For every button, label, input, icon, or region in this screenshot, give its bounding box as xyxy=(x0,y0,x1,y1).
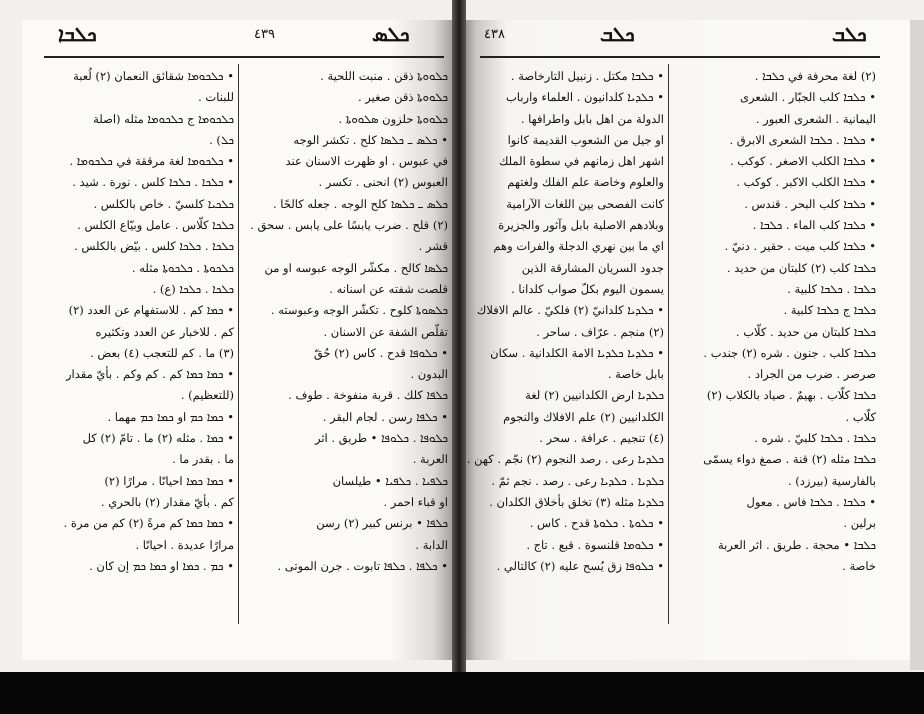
entry-line: (٢) منجم . عرّاف . ساحر . xyxy=(536,324,664,339)
entry-line: الدولة من اهل بابل واطرافها . xyxy=(520,111,664,126)
entry-line: ܟܠܘܘܬܐ حلزون ܣܠܘܘܬܐ . xyxy=(338,111,448,126)
entry-line: بالفارسية (بيرزد) . xyxy=(788,473,876,488)
left-page-number: ٤٣٩ xyxy=(254,27,275,42)
entry-line: ܟܠܒܐ ج ܟܠܒܐ كلبية . xyxy=(783,303,876,318)
entry-line: • ܟܠܒܐ مكتل . زنبيل التارخاصة . xyxy=(510,69,664,83)
entry-line: • ܟܠܦܐ رسن . لجام البقر . xyxy=(322,409,448,424)
entry-line: ܟܠܘܘܬܐ ذقن . منبت اللحية . xyxy=(320,69,448,83)
entry-line: ܟܠܒܐ . ܟܠܒܐ كلبيّ . شره . xyxy=(754,431,876,446)
scan-bottom-border xyxy=(0,672,924,714)
entry-line: ܟܠܦܐ • برنس كبير (٢) رسن xyxy=(316,516,448,531)
entry-line: ܟܠܕܝܐ . ܟܠܕܝܐ رعى . رصد . نجم ثمّ . xyxy=(491,473,664,488)
entry-line: العربة . xyxy=(412,452,448,467)
entry-line: ܟܠܒܐ كلب . جنون . شره (٢) جندب . xyxy=(703,345,876,360)
entry-line: • ܟܡܐ ܟܡܐ كم . كم وكم . بأيّ مقدار xyxy=(65,367,234,382)
entry-line: ܟܠܣܘܬܐ كلوح . تكشّر الوجه وعبوسته . xyxy=(270,303,448,318)
entry-line: • ܟܠܘܡܐ قلنسوة . قبع . تاج . xyxy=(526,537,664,552)
entry-line: ܟܠܘܦܐ . ܟܠܘܦܐ • طريق . اثر xyxy=(315,431,448,446)
left-page-running-head-outer: ܟܠܒܐ xyxy=(58,22,97,46)
entry-line: • ܟܡܐ ܟܡܐ احيانًا . مرارًا (٢) xyxy=(104,473,234,488)
entry-line: ܟܠܕܝܐ ارض الكلدانيين (٢) لغة xyxy=(525,388,664,403)
entry-line: ܟܠܟܘܡܐ ج ܟܠܟܘܡܐ مثله (اصلة xyxy=(93,111,234,126)
entry-line: • ܟܠܟܐ . ܟܠܟܐ كلس . نورة . شيد . xyxy=(72,175,234,190)
entry-line: اليمانية . الشعرى العبور . xyxy=(755,111,876,126)
entry-line: (للتعظيم) . xyxy=(180,388,234,403)
entry-line: كم . للاخبار عن العدد وتكثيره xyxy=(95,324,234,339)
entry-line: ܟܠܘܘܬܐ ذقن صغير . xyxy=(357,90,448,105)
entry-line: او جيل من الشعوب القديمة كانوا xyxy=(507,132,664,147)
entry-line: • ܟܡܐ ܟܡ او ܟܡܐ ܟܡ مهما . xyxy=(107,409,234,424)
book-gutter xyxy=(452,0,466,680)
entry-line: الكلدانيين (٢) علم الافلاك والنجوم xyxy=(503,409,664,424)
entry-line: العبوس (٢) انحنى . تكسر . xyxy=(318,175,448,190)
entry-line: ܟܠܟܐ . ܟܠܟܐ كلس . بيّض بالكلس . xyxy=(74,239,234,254)
entry-line: (٢) قلح . ضرب يابسًا على يابس . سحق . xyxy=(250,218,448,233)
entry-line: • ܟܠܘܦܐ زق يُسح عليه (٢) كالتالي . xyxy=(496,558,664,573)
right-page-left-column xyxy=(466,66,664,577)
entry-line: الدابة . xyxy=(415,537,448,552)
right-page-column-divider xyxy=(668,64,669,624)
entry-line: البدون . xyxy=(410,367,448,382)
entry-line: قلصت شفته عن اسنانه . xyxy=(329,281,448,296)
entry-line: • ܟܠܕܝܐ كلدانيون . العلماء وارباب xyxy=(505,90,664,105)
entry-line: بابل خاصة . xyxy=(607,367,664,382)
entry-line: مرارًا عديدة . احيانًا . xyxy=(135,537,234,552)
entry-line: ܟܠ) . xyxy=(209,132,234,147)
entry-line: في عبوس . او ظهرت الاسنان عند xyxy=(285,154,448,169)
entry-line: خاصة . xyxy=(842,558,876,573)
entry-line: يسمون اليوم بكلّ صواب كلدانا . xyxy=(511,281,664,296)
entry-line: • ܟܠܕܝܐ كلدانيّ (٢) فلكيّ . عالم الافلاك xyxy=(476,303,664,318)
left-page-left-column xyxy=(26,66,234,577)
entry-line: وبلادهم الاصلية بابل وآثور والجزيرة xyxy=(498,218,664,233)
right-page-number: ٤٣٨ xyxy=(484,27,505,42)
entry-line: او قباء احمر . xyxy=(383,494,448,509)
entry-line: والعلوم وخاصة علم الفلك ولغتهم xyxy=(507,175,664,190)
entry-line: اي ما بين نهري الدجلة والفرات وهم xyxy=(493,239,664,254)
entry-line: صرصر . ضرب من الجراد . xyxy=(747,367,876,382)
entry-line: برلين . xyxy=(843,516,876,531)
entry-line: • ܟܠܒܐ . ܟܠܒܐ الشعرى الابرق . xyxy=(729,132,876,147)
entry-line: تقلّص الشفة عن الاسنان . xyxy=(323,324,448,339)
entry-line: (٣) ما . كم للتعجب (٤) بعض . xyxy=(90,345,234,360)
entry-line: • ܟܠܦܐ . ܟܠܦܐ تابوت . جرن الموتى . xyxy=(277,558,448,573)
left-page-column-divider xyxy=(238,64,239,624)
entry-line: • ܟܠܒܐ الكلب الاصغر . كوكب . xyxy=(730,154,876,169)
entry-line: ما . بقدر ما . xyxy=(172,452,234,467)
entry-line: ܟܠܒܐ . ܟܠܒܐ كلبية . xyxy=(787,281,876,296)
entry-line: • ܟܡܐ . مثله (٢) ما . تامّ (٢) كل xyxy=(82,431,234,446)
entry-line: • ܟܠܣ ـ ܟܠܣܐ كلح . تكشر الوجه xyxy=(293,132,448,147)
entry-line: جدود السريان المشارقة الذين xyxy=(521,260,664,275)
entry-line: ܟܠܒܐ كلب (٢) كلبتان من حديد . xyxy=(726,260,876,275)
left-page-right-column xyxy=(240,66,448,577)
right-page-running-head-inner: ܟܠܒ xyxy=(600,22,635,46)
entry-line: اشهر اهل زمانهم في سطوة الملك xyxy=(498,154,664,169)
left-page-header-rule xyxy=(44,56,444,58)
entry-line: كم . بأيّ مقدار (٢) بالحري . xyxy=(101,494,234,509)
entry-line: ܟܠܒܐ كلّاب . بهيمٌ . صياد بالكلاب (٢) xyxy=(706,388,876,403)
right-page-running-head-outer: ܟܠܒ xyxy=(832,22,867,46)
entry-line: ܟܠܦܝܐ . ܟܠܦܝܐ • طيلسان xyxy=(332,473,448,488)
entry-line: • ܟܠܟܘܡܐ شقائق النعمان (٢) لُعبة xyxy=(73,69,234,83)
entry-line: (٤) تنجيم . عرافة . سحر . xyxy=(539,431,664,446)
entry-line: ܟܠܒܐ • محجة . طريق . اثر العربة xyxy=(717,537,876,552)
entry-line: ܟܠܣ ـ ܟܠܣܐ كلح الوجه . جعله كالحًا . xyxy=(273,196,448,211)
entry-line: • ܟܠܒܐ كلب الماء . ܟܠܒܐ . xyxy=(752,218,876,233)
entry-line: • ܟܠܒܐ الكلب الاكبر . كوكب . xyxy=(736,175,876,190)
entry-line: ܟܠܒܐ مثله (٢) قنة . صمغ دواء يسمّى xyxy=(703,452,876,467)
entry-line: • ܟܡ . ܟܡܐ او ܟܡܐ ܟܡ إن كان . xyxy=(89,558,234,573)
entry-line: ܟܠܟܐ كلّاس . عامل وبيّاع الكلس . xyxy=(77,218,234,233)
entry-line: • ܟܠܘܦܐ قدح . كاس (٢) حُقّ xyxy=(313,345,448,360)
entry-line: • ܟܠܒܐ كلب الجبّار . الشعرى xyxy=(739,90,876,105)
entry-line: ܟܠܕܝܐ مثله (٣) تخلق بأخلاق الكلدان . xyxy=(489,494,664,509)
entry-line: كلّاب . xyxy=(845,409,876,424)
entry-line: قشر . xyxy=(418,239,448,254)
entry-line: ܟܠܕܝܐ رعى . رصد النجوم (٢) نجّم . كهن . xyxy=(466,452,664,467)
entry-line: • ܟܠܒܐ كلب ميت . حقير . دنيّ . xyxy=(724,239,876,254)
entry-line: • ܟܠܕܝܐ ܟܠܕܝܐ الامة الكلدانية . سكان xyxy=(490,345,664,360)
entry-line: • ܟܡܐ ܟܡܐ كم مرةً (٢) كم من مرة . xyxy=(63,516,234,531)
entry-line: • ܟܡܐ كم . للاستفهام عن العدد (٢) xyxy=(68,303,234,318)
entry-line: ܟܠܒܐ كلبتان من حديد . كلّاب . xyxy=(735,324,876,339)
entry-line: ܟܠܟܝܐ كلسيّ . خاص بالكلس . xyxy=(93,196,234,211)
entry-line: • ܟܠܒܐ كلب البحر . قندس . xyxy=(744,196,876,211)
entry-line: ܟܠܟܘܬܐ . ܟܠܟܘܬܐ مثله . xyxy=(131,260,234,275)
entry-line: • ܟܠܒܐ . ܟܠܒܐ فاس . معول xyxy=(746,494,876,509)
entry-line: • ܟܠܘܬܐ . ܟܠܘܬܐ قدح . كاس . xyxy=(529,516,664,531)
page-edge xyxy=(910,20,924,670)
entry-line: • ܟܠܟܘܡܐ لغة مرققة في ܟܠܟܘܡܐ . xyxy=(69,154,234,169)
entry-line: ܟܠܦܐ كلك . قربة منفوخة . طوف . xyxy=(288,388,448,403)
left-page-running-head-inner: ܟܠܣ xyxy=(372,22,410,46)
entry-line: ܟܠܣܐ كالح . مكشّر الوجه عبوسه او من xyxy=(264,260,448,275)
entry-line: كانت الفصحى بين اللغات الآرامية xyxy=(506,196,664,211)
right-page-right-column xyxy=(672,66,876,577)
entry-line: (٢) لغة محرفة في ܟܠܒܐ . xyxy=(754,69,876,83)
right-page-header-rule xyxy=(480,56,880,58)
entry-line: ܟܠܟܐ . ܟܠܟܐ (ع) . xyxy=(152,281,234,296)
entry-line: للبنات . xyxy=(198,90,234,105)
